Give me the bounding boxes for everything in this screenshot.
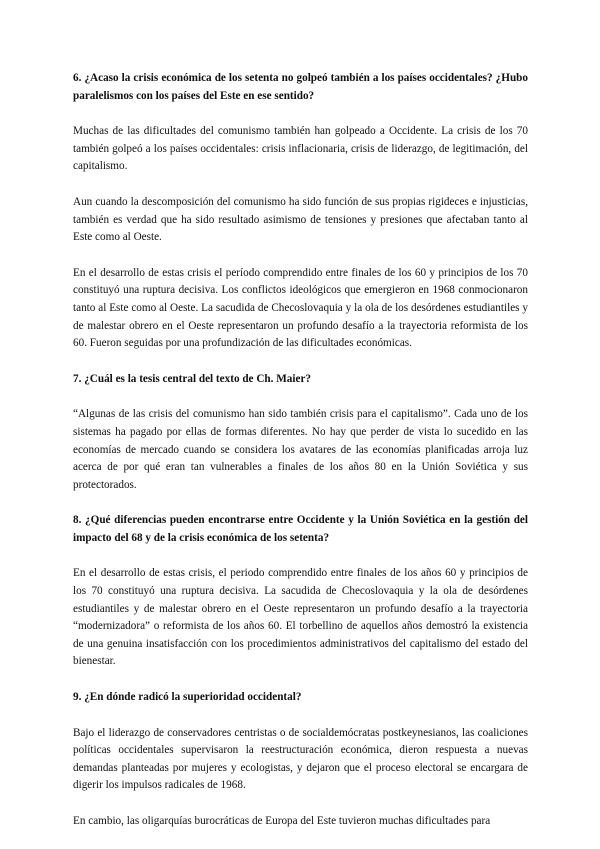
question-8-heading: 8. ¿Qué diferencias pueden encontrarse entre Occidente y la Unión Soviética en la gestión del impacto del 68 y de la crisis económica de los setenta? — [73, 514, 528, 544]
section-6 — [73, 70, 528, 353]
section-7-paragraph-1: “Algunas de las crisis del comunismo han sido también crisis para el capitalismo”. Cada uno de los sistemas ha pagado por ellas de formas diferentes. No hay que perder de vista lo sucedido en las economías de mercado cuando se considera los avatares de las economías planificadas arroja luz acerca de por qué eran tan vulnerables a finales de los años 80 en la Unión Soviética y sus protectorados. — [73, 408, 528, 491]
document-page — [73, 70, 528, 849]
section-9 — [73, 689, 528, 831]
question-6-heading: 6. ¿Acaso la crisis económica de los setenta no golpeó también a los países occidentales? ¿Hubo paralelismos con los países del Este en ese sentido? — [73, 72, 528, 102]
question-9-heading: 9. ¿En dónde radicó la superioridad occidental? — [73, 691, 302, 704]
section-9-paragraph-1: Bajo el liderazgo de conservadores centristas o de socialdemócratas postkeynesianos, las coaliciones políticas occidentales supervisaron la reestructuración económica, dieron respuesta a nuevas demandas planteadas por mujeres y ecologistas, y dejaron que el proceso electoral se encargara de digerir los impulsos radicales de 1968. — [73, 726, 528, 792]
section-6-paragraph-2: Aun cuando la descomposición del comunismo ha sido función de sus propias rigideces e injusticias, también es verdad que ha sido resultado asimismo de tensiones y presiones que afectaban tanto al Este como al Oeste. — [73, 195, 528, 244]
section-8-paragraph-1: En el desarrollo de estas crisis, el periodo comprendido entre finales de los años 60 y principios de los 70 constituyó una ruptura decisiva. La sacudida de Checoslovaquia y la ola de desórdenes estudiantiles y de malestar obrero en el Oeste representaron un profundo desafío a la trayectoria “modernizadora” o reformista de los años 60. El torbellino de aquellos años demostró la existencia de una genuina insatisfacción con los procedimientos administrativos del capitalismo del estado del bienestar. — [73, 567, 528, 668]
section-7 — [73, 371, 528, 495]
section-6-paragraph-3: En el desarrollo de estas crisis el período comprendido entre finales de los 60 y principios de los 70 constituyó una ruptura decisiva. Los conflictos ideológicos que emergieron en 1968 conmocionaron tanto al Este como al Oeste. La sacudida de Checoslovaquia y la ola de los desórdenes estudiantiles y de malestar obrero en el Oeste representaron un profundo desafío a la trayectoria reformista de los 60. Fueron seguidas por una profundización de las dificultades económicas. — [73, 266, 528, 350]
section-9-paragraph-2: En cambio, las oligarquías burocráticas de Europa del Este tuvieron muchas dificultades para — [73, 815, 491, 827]
section-6-paragraph-1: Muchas de las dificultades del comunismo también han golpeado a Occidente. La crisis de los 70 también golpeó a los países occidentales: crisis inflacionaria, crisis de liderazgo, de legitimación, del capitalismo. — [73, 125, 528, 173]
question-7-heading: 7. ¿Cuál es la tesis central del texto de Ch. Maier? — [73, 372, 312, 385]
section-8 — [73, 512, 528, 671]
